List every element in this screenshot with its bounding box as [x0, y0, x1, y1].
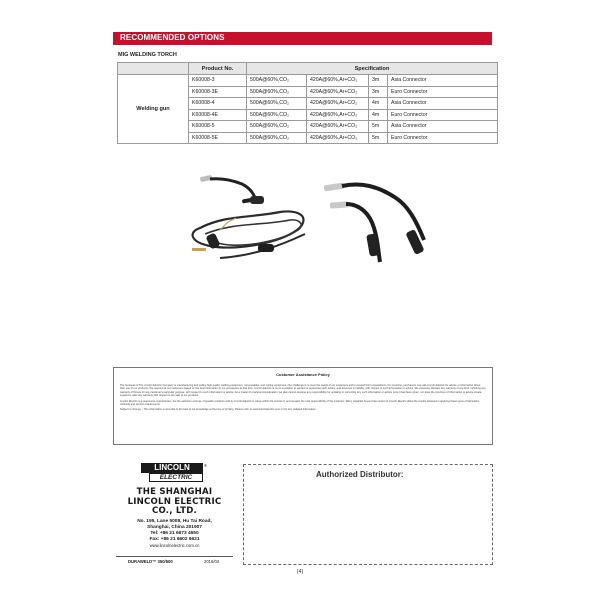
connector-sleeve	[258, 244, 274, 252]
gas-nozzle	[324, 183, 345, 192]
policy-paragraph: Lincoln Electric is a responsive manufacturer, but the selection and use of specific products sold by Lincoln Electric is solely within the control of, and remains the sole responsibility of the customer. Many variables beyond the control of Lincoln Electric affect the results obtained in applying these types of fabrication methods and service requirements.	[120, 399, 480, 407]
rating-co2: 500A@60%,CO₂	[247, 132, 307, 144]
control-plug	[192, 248, 206, 251]
welding-gun-coiled-photo	[180, 170, 315, 270]
product-no: K60008-5E	[189, 132, 247, 144]
policy-title: Customer Assistance Policy	[276, 372, 330, 377]
address-line: No. 195, Lane 5008, Hu Tai Road,	[137, 519, 212, 524]
connector: Euro Connector	[388, 109, 498, 121]
company-line: CO., LTD.	[151, 506, 198, 516]
company-line: THE SHANGHAI	[136, 487, 213, 497]
group-label: Welding gun	[118, 75, 189, 144]
divider	[116, 556, 233, 557]
customer-assistance-policy	[113, 367, 493, 445]
logo-top-text: LINCOLN	[141, 463, 203, 473]
rating-co2: 500A@60%,CO₂	[247, 75, 307, 87]
product-no: K60008-4E	[189, 109, 247, 121]
length: 4m	[369, 98, 388, 110]
connector: Euro Connector	[388, 86, 498, 98]
rating-mix: 420A@60%,Ar+CO₂	[307, 98, 369, 110]
rating-mix: 420A@60%,Ar+CO₂	[307, 75, 369, 87]
fax-number: Fax: +86 21 6602 6621	[149, 537, 200, 542]
gas-nozzle	[330, 201, 348, 208]
torch-heads-photo	[316, 170, 436, 265]
rating-mix: 420A@60%,Ar+CO₂	[307, 132, 369, 144]
rating-mix: 420A@60%,Ar+CO₂	[307, 109, 369, 121]
document-date: 2016/04	[204, 559, 220, 564]
banner-title: RECOMMENDED OPTIONS	[120, 33, 225, 42]
connector: Asia Connector	[388, 98, 498, 110]
rating-co2: 500A@60%,CO₂	[247, 98, 307, 110]
connector: Asia Connector	[388, 75, 498, 87]
product-no: K60008-3E	[189, 86, 247, 98]
distributor-label: Authorized Distributor:	[316, 470, 404, 479]
company-name	[116, 488, 233, 517]
header-banner	[113, 32, 492, 45]
company-block	[116, 463, 233, 567]
product-no: K60008-4	[189, 98, 247, 110]
document-code: DURAWELD™ 350/500	[128, 559, 173, 564]
length: 4m	[369, 109, 388, 121]
rating-mix: 420A@60%,Ar+CO₂	[307, 86, 369, 98]
registered-mark: ®	[204, 463, 207, 468]
rating-mix: 420A@60%,Ar+CO₂	[307, 121, 369, 133]
website-link[interactable]: www.lincolnelectric.com.cn	[149, 543, 200, 548]
connector: Euro Connector	[388, 132, 498, 144]
length: 3m	[369, 86, 388, 98]
phone-number: Tel: +86 21 6673 4550	[150, 531, 199, 536]
spec-table	[117, 62, 498, 144]
section-title: MIG WELDING TORCH	[118, 52, 177, 58]
gooseneck	[210, 179, 256, 200]
torch-grip	[250, 196, 264, 204]
length: 5m	[369, 121, 388, 133]
blank-header-cell	[118, 63, 189, 75]
table-row	[118, 75, 498, 87]
product-no: K60008-3	[189, 75, 247, 87]
rating-co2: 500A@60%,CO₂	[247, 121, 307, 133]
logo-bottom-text: ELECTRIC	[149, 473, 203, 482]
table-header-row	[118, 63, 498, 75]
authorized-distributor-box	[243, 464, 493, 565]
connector: Asia Connector	[388, 121, 498, 133]
company-address	[116, 519, 233, 549]
address-line: Shanghai, China 201907	[147, 525, 202, 530]
policy-paragraph: Subject to change – This information is accurate to the best of our knowledge at the time of printing. Please refer to www.lincolnelectric.com.cn for any updated information.	[120, 408, 317, 412]
length: 5m	[369, 132, 388, 144]
policy-paragraph: The business of The Lincoln Electric Company is manufacturing and selling high quality welding equipment, consumables, and cutting equipment. Our challenge is to meet the needs of our customers and to exceed their expectations. On occasion, purchasers may ask Lincoln Electric for advice or information about their use of our products. We respond to our customers based on the best information in our possession at that time. Lincoln Electric is not in a position to warrant or guarantee such advice, and assumes no liability, with respect to such information or advice. We expressly disclaim any warranty of any kind, including any warranty of fitness for any customer's particular purpose, with respect to such information or advice. As a matter of practical consideration, we also cannot assume any responsibility for updating or correcting any such information or advice once it has been given, nor does the provision of information or advice create, expand or alter any warranty with respect to the sale of our products.	[120, 384, 486, 398]
lincoln-logo	[141, 463, 211, 485]
rating-co2: 500A@60%,CO₂	[247, 109, 307, 121]
length: 3m	[369, 75, 388, 87]
product-no: K60008-5	[189, 121, 247, 133]
rating-co2: 500A@60%,CO₂	[247, 86, 307, 98]
page-number: (4)	[296, 569, 304, 575]
spec-header: Specification	[247, 63, 498, 75]
product-header: Product No.	[189, 63, 247, 75]
company-line: LINCOLN ELECTRIC	[127, 496, 222, 507]
